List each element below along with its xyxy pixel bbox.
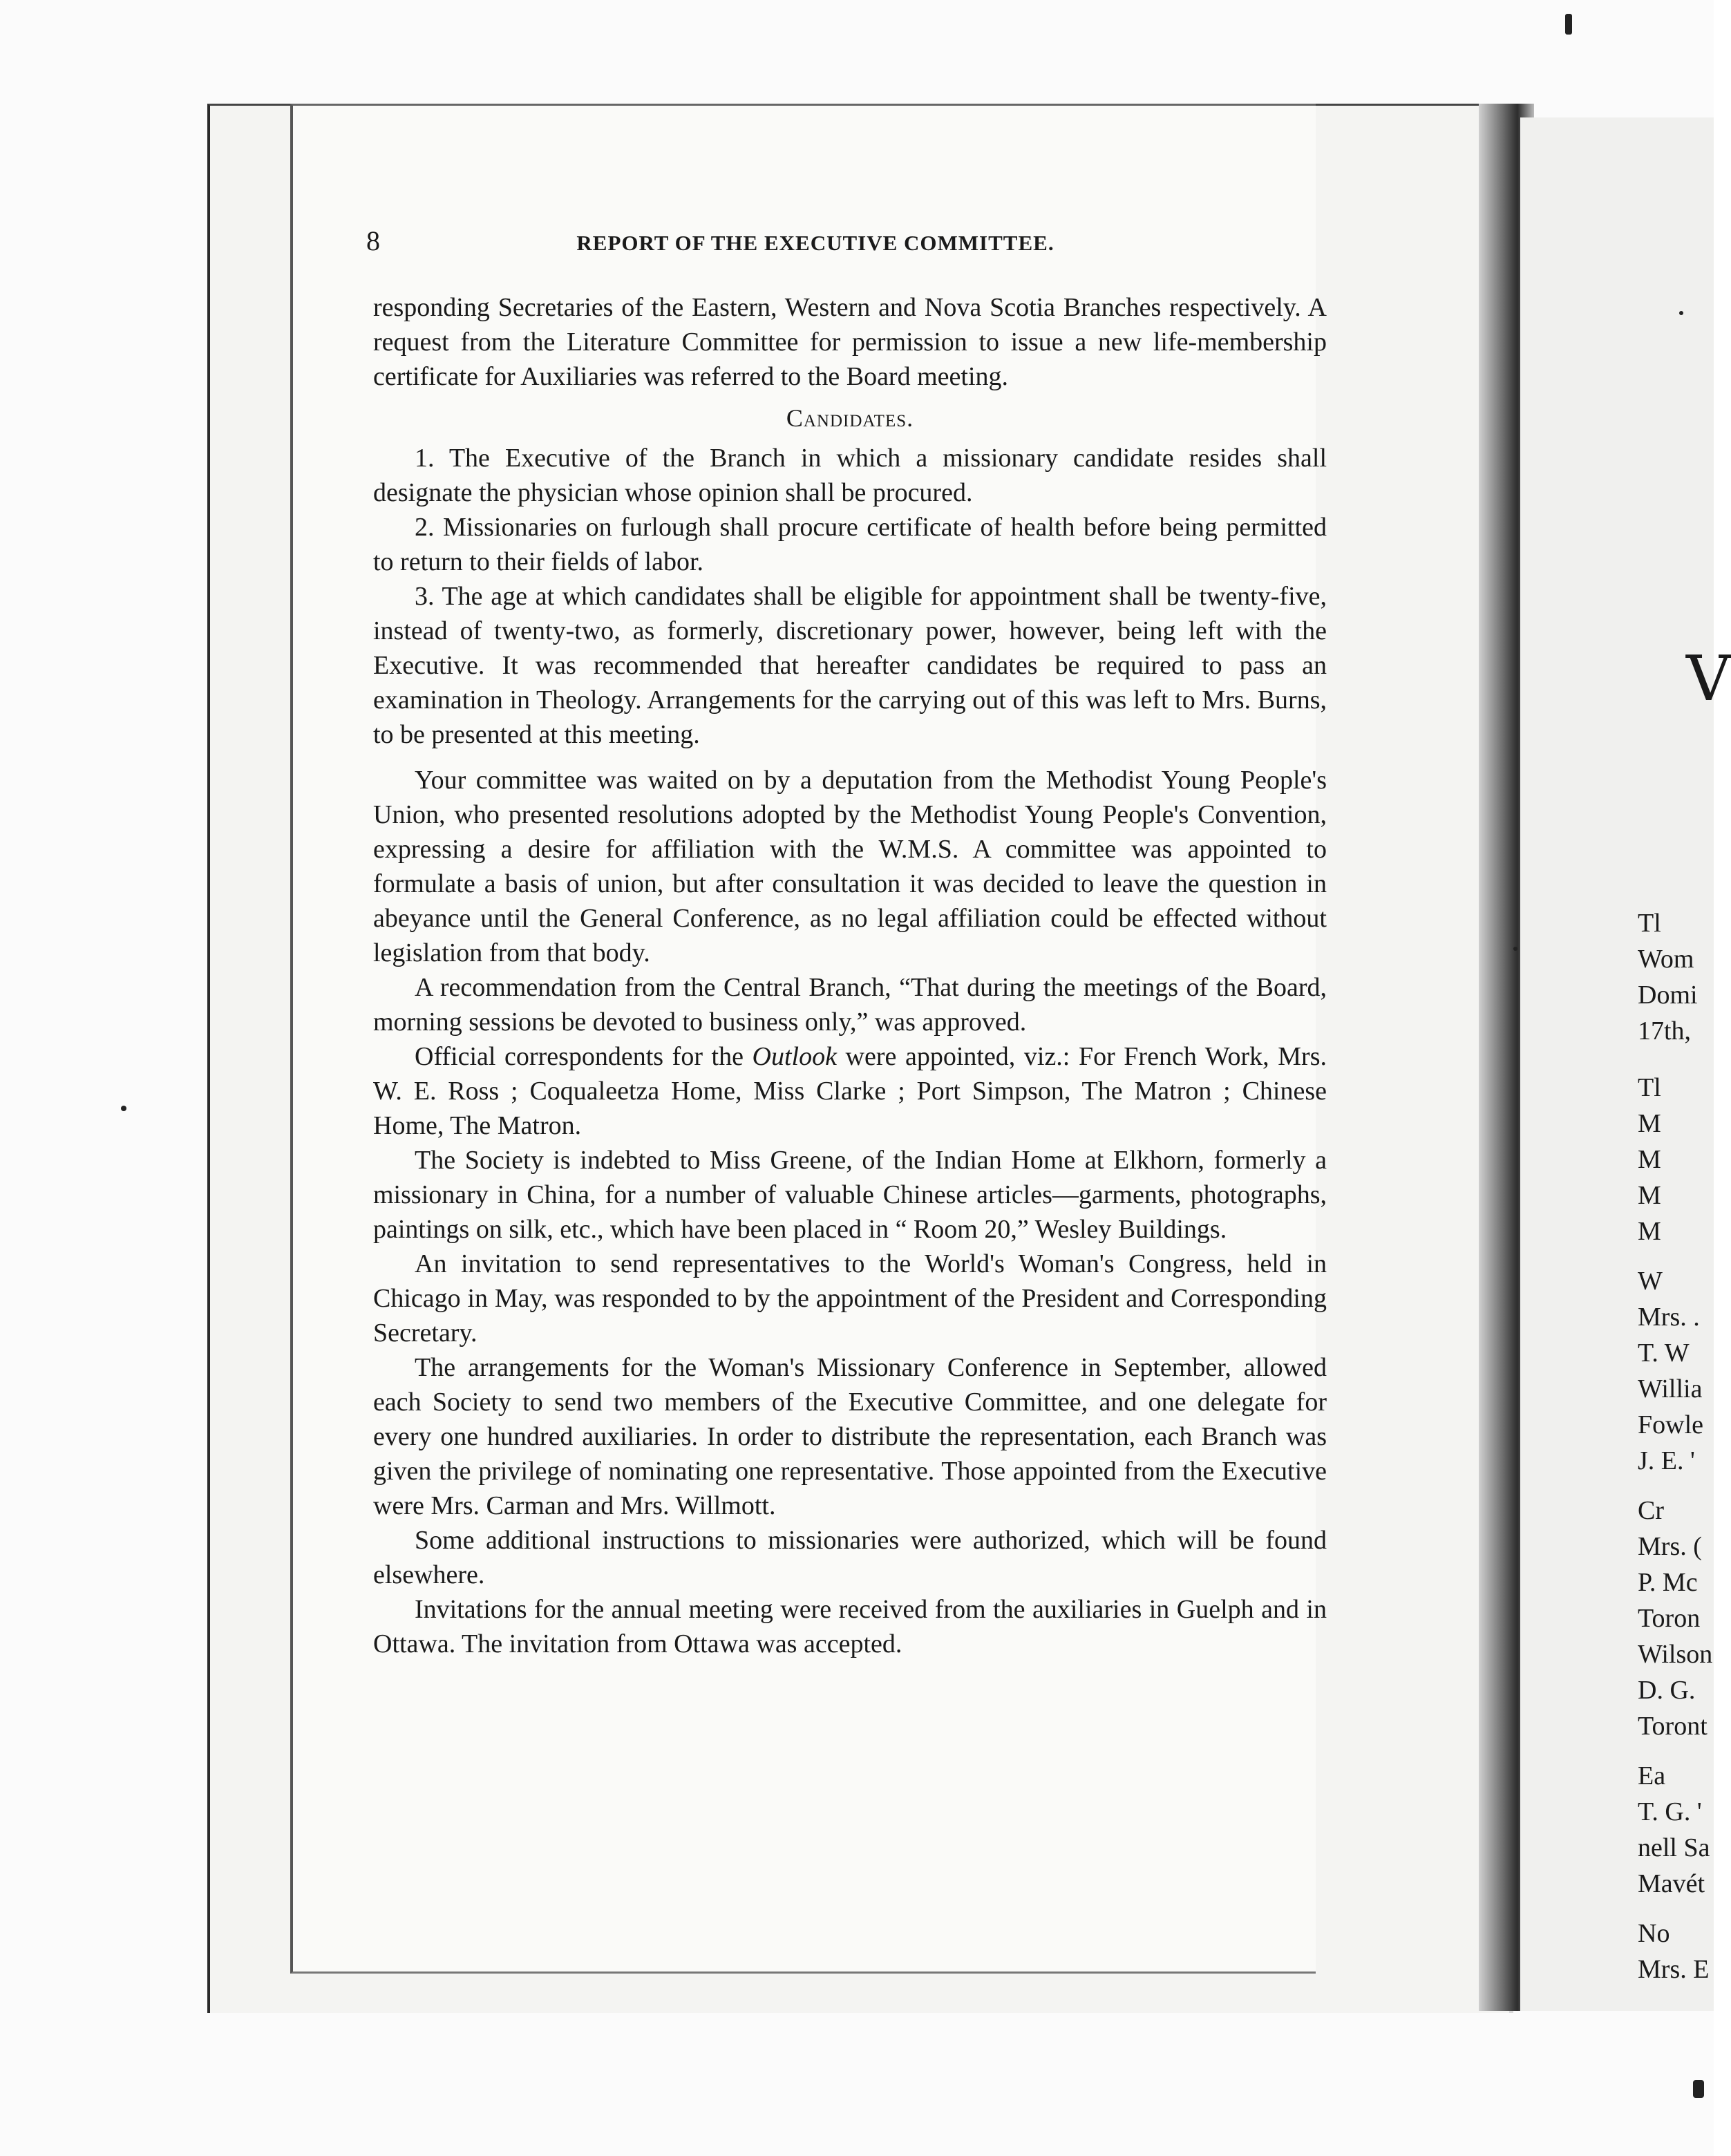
paragraph-intro: responding Secretaries of the Eastern, Western and Nova Scotia Branches respectively. A request from the Literature Committee for permission to issue a new life-membership certificate for Auxiliaries was referred to the Board meeting. [373,293,1327,391]
facing-fragment: Wilson [1638,1640,1713,1669]
facing-fragment: Mrs. . [1638,1303,1700,1332]
running-title: REPORT OF THE EXECUTIVE COMMITTEE. [576,231,1054,255]
facing-fragment: Toront [1638,1712,1708,1741]
facing-fragment: Ea [1638,1761,1666,1790]
outlook-text-pre: Official correspondents for the [415,1042,753,1071]
facing-fragment: Willia [1638,1374,1703,1403]
paragraph-womans-congress: An invitation to send representatives to the World's Woman's Congress, held in Chicago in May, was responded to by the appointment of the President and Corresponding Secretary. [373,1249,1327,1348]
facing-fragment: D. G. [1638,1676,1696,1705]
facing-fragment: 17th, [1638,1016,1692,1046]
facing-fragment: No [1638,1919,1670,1948]
paragraph-outlook-correspondents [373,1039,1327,1143]
page-header [366,225,1182,257]
facing-page-text [1638,905,1714,1987]
facing-fragment: Fowle [1638,1410,1703,1439]
paragraph-missionary-conference: The arrangements for the Woman's Missionary Conference in September, allowed each Society to send two members of the Executive Committee, and one delegate for every one hundred auxiliaries. In order to distribute the representation, each Branch was given the privilege of nominating one representative. Those appointed from the Executive were Mrs. Carman and Mrs. Willmott. [373,1353,1327,1520]
facing-fragment: W [1638,1267,1663,1296]
scan-speck [1513,947,1517,951]
facing-fragment: M [1638,1181,1661,1210]
facing-page-large-letter: V [1686,643,1731,715]
paragraph-miss-greene: The Society is indebted to Miss Greene, of the Indian Home at Elkhorn, formerly a missionary in China, for a number of valuable Chinese articles—garments, photographs, paintings on silk, etc., which have been placed in “ Room 20,” Wesley Buildings. [373,1146,1327,1244]
facing-fragment: T. G. ' [1638,1797,1702,1826]
facing-fragment: nell Sa [1638,1833,1710,1862]
facing-fragment: Mrs. E [1638,1955,1710,1984]
facing-fragment: M [1638,1217,1661,1246]
section-heading-candidates: Candidates. [786,404,914,432]
scan-speck [1693,2080,1704,2098]
facing-fragment: Mavét [1638,1869,1705,1898]
page-body [373,290,1327,1661]
candidates-item-1: 1. The Executive of the Branch in which a missionary candidate resides shall designate the physician whose opinion shall be procured. [373,444,1327,507]
paragraph-annual-meeting: Invitations for the annual meeting were received from the auxiliaries in Guelph and in Ottawa. The invitation from Ottawa was accepted. [373,1595,1327,1658]
facing-fragment: M [1638,1109,1661,1138]
scan-speck [1565,14,1572,35]
facing-fragment: Wom [1638,945,1694,974]
facing-fragment: M [1638,1145,1661,1174]
paragraph-central-branch: A recommendation from the Central Branch, “That during the meetings of the Board, morning sessions be devoted to business only,” was approved. [373,973,1327,1037]
paragraph-instructions: Some additional instructions to missionaries were authorized, which will be found elsewhere. [373,1526,1327,1589]
facing-fragment: Tl [1638,1073,1661,1102]
candidates-item-2: 2. Missionaries on furlough shall procure certificate of health before being permitted to return to their fields of labor. [373,513,1327,576]
facing-fragment: T. W [1638,1339,1690,1368]
scan-speck [121,1106,126,1111]
scan-speck [1679,311,1683,315]
facing-fragment: Tl [1638,909,1661,938]
facing-fragment: Mrs. ( [1638,1532,1702,1561]
facing-fragment: Cr [1638,1496,1664,1525]
facing-fragment: Domi [1638,981,1698,1010]
paragraph-young-peoples-union: Your committee was waited on by a deputation from the Methodist Young People's Union, who presented resolutions adopted by the Methodist Young People's Convention, expressing a desire for affiliation with the W.M.S. A committee was appointed to formulate a basis of union, but after consultation it was decided to leave the question in abeyance until the General Conference, as no legal affiliation could be effected without legislation from that body. [373,766,1327,967]
outlook-title: Outlook [752,1042,837,1071]
outlook-text-post: were appointed, viz.: For French Work, Mrs. W. E. Ross ; Coqualeetza Home, Miss Clarke ; Port Simpson, The Matron ; Chinese Home, The Matron. [373,1042,1327,1140]
candidates-item-3: 3. The age at which candidates shall be eligible for appointment shall be twenty-five, instead of twenty-two, as formerly, discretionary power, however, being left with the Executive. It was recommended that hereafter candidates be required to pass an examination in Theology. Arrangements for the carrying out of this was left to Mrs. Burns, to be presented at this meeting. [373,582,1327,749]
facing-fragment: P. Mc [1638,1568,1698,1597]
facing-fragment: J. E. ' [1638,1446,1695,1475]
facing-fragment: Toron [1638,1604,1701,1633]
page-number: 8 [366,225,381,256]
